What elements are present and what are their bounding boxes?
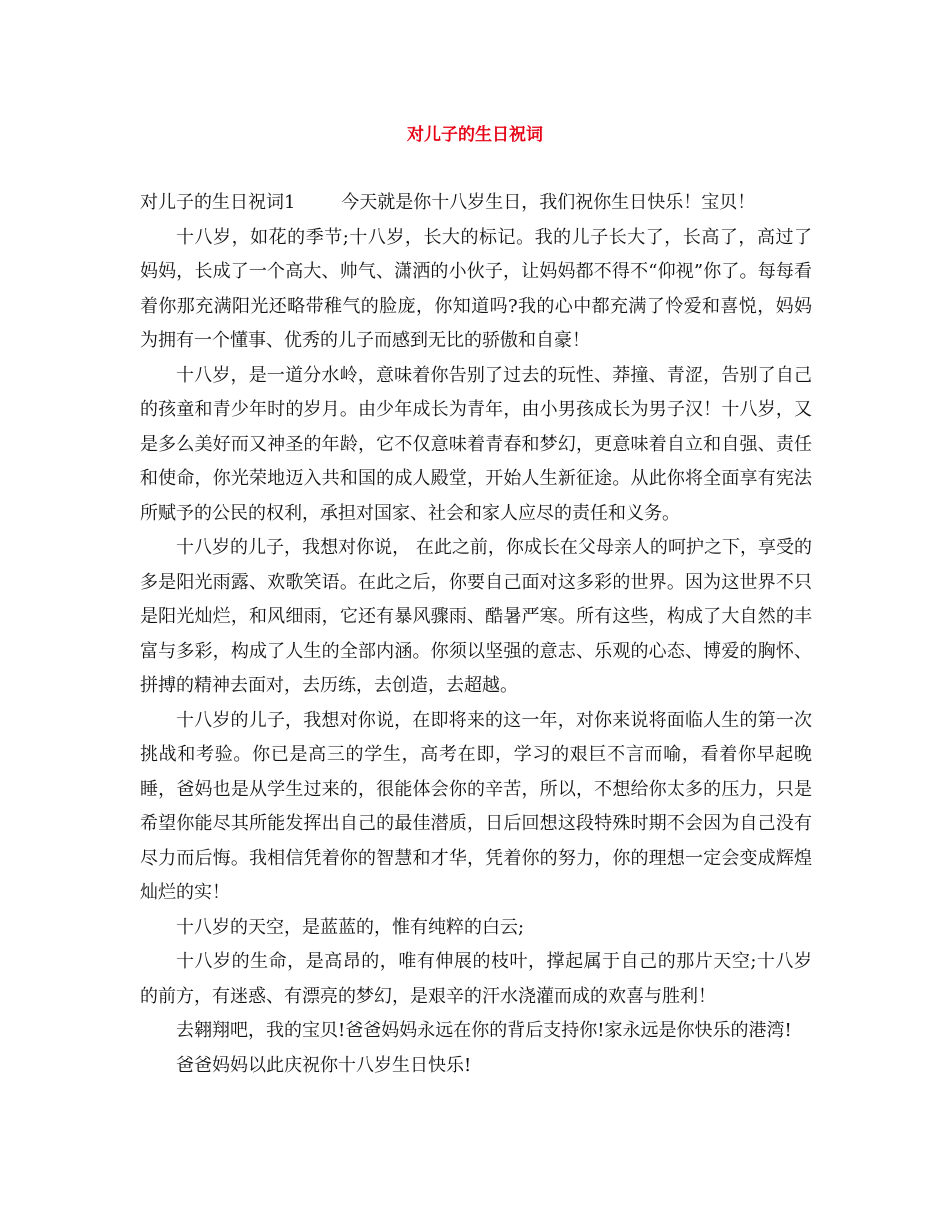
heading-label: 对儿子的生日祝词1 xyxy=(140,192,296,213)
paragraph-8: 爸爸妈妈以此庆祝你十八岁生日快乐! xyxy=(176,1054,472,1076)
paragraph-4: 十八岁的儿子，我想对你说，在即将来的这一年，对你来说将面临人生的第一次挑战和考验。你已是高三的学生，高考在即，学习的艰巨不言而喻，看着你早起晚睡，爸妈也是从学生过来的，很能体会你的辛苦，所以，不想给你太多的压力，只是希望你能尽其所能发挥出自己的最佳潜质，日后回想这段特殊时期不会因为自己没有尽力而后悔。我相信凭着你的智慧和才华，凭着你的努力，你的理想一定会变成辉煌灿烂的实！ xyxy=(140,709,812,903)
heading-line xyxy=(140,186,812,221)
paragraph-7: 去翱翔吧，我的宝贝!爸爸妈妈永远在你的背后支持你!家永远是你快乐的港湾! xyxy=(176,1020,792,1041)
paragraph-6: 十八岁的生命，是高昂的，唯有伸展的枝叶，撑起属于自己的那片天空;十八岁的前方，有迷惑、有漂亮的梦幻，是艰辛的汗水浇灌而成的欢喜与胜利！ xyxy=(140,951,812,1007)
document-title: 对儿子的生日祝词 xyxy=(407,125,543,145)
paragraph-2: 十八岁，是一道分水岭，意味着你告别了过去的玩性、莽撞、青涩，告别了自己的孩童和青少年时的岁月。由少年成长为青年，由小男孩成长为男子汉！十八岁，又是多么美好而又神圣的年龄，它不仅意味着青春和梦幻，更意味着自立和自强、责任和使命，你光荣地迈入共和国的成人殿堂，开始人生新征途。从此你将全面享有宪法所赋予的公民的权利，承担对国家、社会和家人应尽的责任和义务。 xyxy=(140,364,812,524)
paragraph-1: 十八岁，如花的季节;十八岁，长大的标记。我的儿子长大了，长高了，高过了妈妈，长成了一个高大、帅气、潇洒的小伙子，让妈妈都不得不“仰视”你了。每每看着你那充满阳光还略带稚气的脸庞，你知道吗?我的心中都充满了怜爱和喜悦，妈妈为拥有一个懂事、优秀的儿子而感到无比的骄傲和自豪！ xyxy=(140,226,812,351)
paragraph-5: 十八岁的天空，是蓝蓝的，惟有纯粹的白云; xyxy=(176,916,525,938)
paragraph-3: 十八岁的儿子，我想对你说， 在此之前，你成长在父母亲人的呵护之下，享受的多是阳光雨露、欢歌笑语。在此之后，你要自己面对这多彩的世界。因为这世界不只是阳光灿烂，和风细雨，它还有暴风骤雨、酷暑严寒。所有这些，构成了大自然的丰富与多彩，构成了人生的全部内涵。你须以坚强的意志、乐观的心态、博爱的胸怀、拼搏的精神去面对，去历练，去创造，去超越。 xyxy=(140,537,812,696)
heading-text: 今天就是你十八岁生日，我们祝你生日快乐！宝贝！ xyxy=(341,192,756,213)
document-body xyxy=(140,186,812,1083)
